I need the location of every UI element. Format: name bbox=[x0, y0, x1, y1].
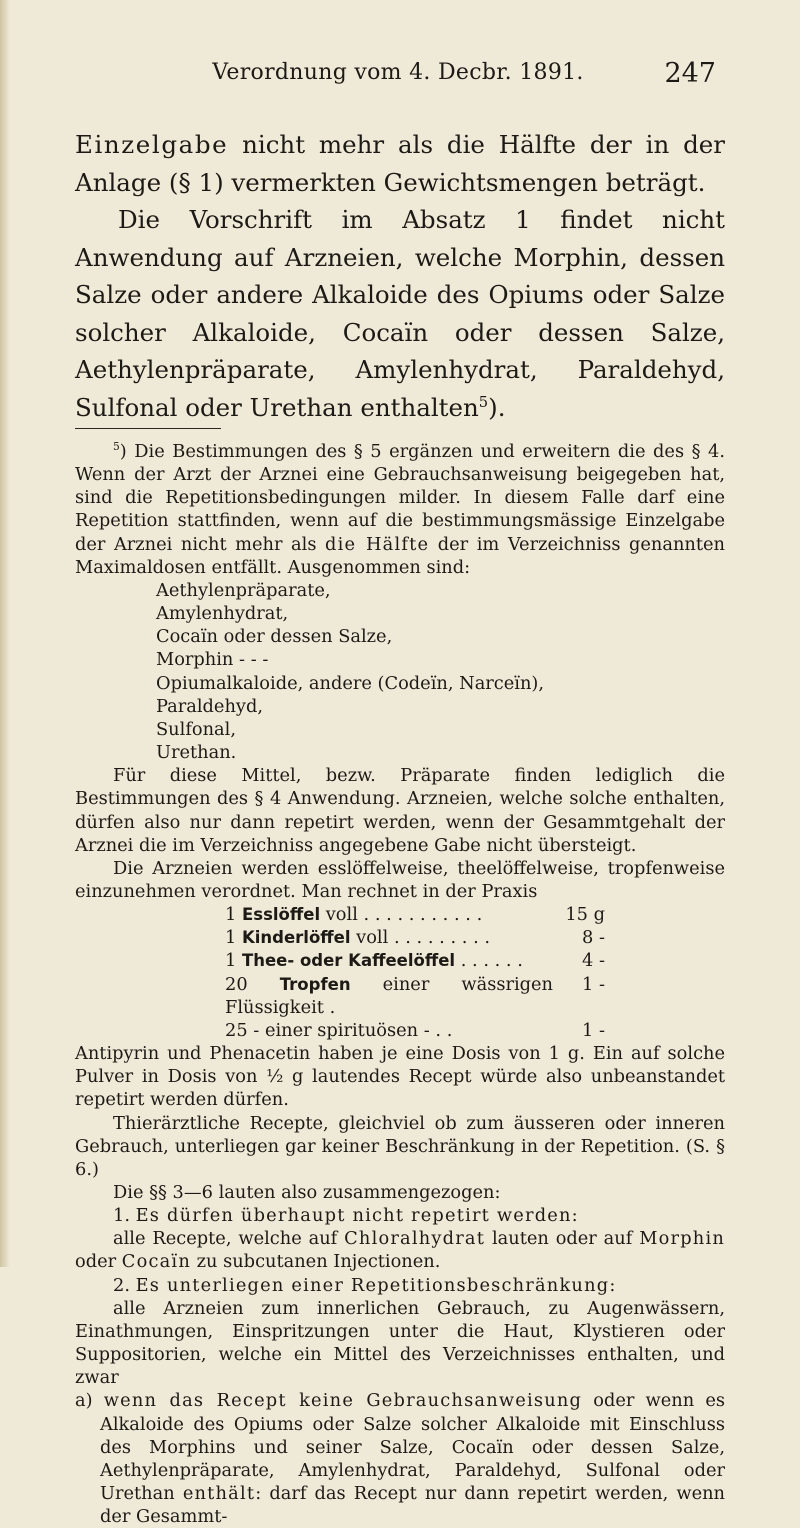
spaced-term: Cocaïn bbox=[121, 1251, 191, 1273]
rule-1-heading bbox=[75, 1204, 725, 1227]
measure-rest: einer wässrigen Flüssigkeit . bbox=[225, 973, 553, 1018]
measure-row bbox=[225, 903, 605, 926]
list-item: Morphin - - - bbox=[156, 649, 269, 671]
rule-number: 1. bbox=[113, 1205, 130, 1227]
paragraph-1-text: nicht mehr als die Hälfte der in der Anlage (§ 1) vermerkten Gewichtsmengen beträgt. bbox=[75, 130, 725, 197]
rule-text: zu subcutanen Injectionen. bbox=[190, 1251, 441, 1273]
page-edge bbox=[0, 0, 10, 1267]
rule-letter: a) bbox=[75, 1390, 93, 1412]
rule-text: oder wenn es Alkaloide des Opiums oder Salze solcher Alkaloide mit Einschluss des Morphins und seiner Salze, Cocaïn oder dessen Salze, Aethylenpräparate, Amylenhydrat, Paraldehyd, Sulfonal oder Urethan bbox=[100, 1390, 725, 1505]
measure-value: 4 - bbox=[582, 950, 605, 972]
measure-unit: Thee- oder Kaffeelöffel bbox=[241, 951, 456, 971]
running-head: Verordnung vom 4. Decbr. 1891. bbox=[212, 60, 584, 85]
measure-count: 1 bbox=[225, 904, 237, 926]
spaced-term: die Hälfte bbox=[325, 533, 430, 555]
measure-count: 20 bbox=[225, 973, 248, 995]
footnote-rule bbox=[75, 428, 221, 429]
list-item: Urethan. bbox=[156, 742, 237, 764]
paragraph-mittel: Für diese Mittel, bezw. Präparate finden lediglich die Bestimmungen des § 4 Anwendung. Arzneien, welche solche enthalten, dürfen also nur dann repetirt werden, wenn der Gesammtgehalt der Arznei die im Verzeichniss angegebene Gabe nicht übersteigt. bbox=[75, 765, 725, 856]
list-item: Paraldehyd, bbox=[156, 695, 263, 717]
rule-heading-text: Es dürfen überhaupt nicht repetirt werden: bbox=[135, 1205, 579, 1227]
measures-table bbox=[75, 903, 725, 1042]
page-header bbox=[78, 56, 718, 102]
spaced-term: wenn das Recept keine Gebrauchsanweisung bbox=[103, 1390, 583, 1412]
rule-text: : darf das Recept nur dann repetirt werden, wenn der Gesammt- bbox=[100, 1483, 726, 1528]
measure-row bbox=[225, 1019, 605, 1042]
measure-row bbox=[225, 973, 605, 1019]
main-text bbox=[75, 126, 725, 426]
paragraph-antipyrin: Antipyrin und Phenacetin haben je eine Dosis von 1 g. Ein auf solche Pulver in Dosis von ½ g lautendes Recept würde also unbeanstandet repetirt werden dürfen. bbox=[75, 1043, 725, 1111]
excepted-list bbox=[156, 579, 725, 764]
measure-rest: voll . . . . . . . . . . . bbox=[320, 904, 483, 926]
rule-text: lauten oder auf bbox=[485, 1228, 640, 1250]
footnote-marker: 5 bbox=[113, 440, 120, 454]
measure-unit: Tropfen bbox=[279, 974, 351, 994]
list-item: Aethylenpräparate, bbox=[156, 579, 331, 601]
list-item: Amylenhydrat, bbox=[156, 603, 289, 625]
footnote bbox=[75, 440, 725, 1528]
measure-rest: . . . . . . bbox=[455, 950, 523, 972]
list-item: Sulfonal, bbox=[156, 718, 236, 740]
rule-text: oder bbox=[75, 1251, 122, 1273]
measure-count: 25 bbox=[225, 1019, 248, 1041]
measure-count: 1 bbox=[225, 927, 237, 949]
spaced-term: enthält bbox=[182, 1483, 256, 1505]
list-item: Opiumalkaloide, andere (Codeïn, Narceïn), bbox=[156, 672, 545, 694]
rule-heading-text: Es unterliegen einer Repetitionsbeschränkung: bbox=[135, 1274, 617, 1296]
rule-2-text: alle Arzneien zum innerlichen Gebrauch, zu Augenwässern, Einathmungen, Einspritzungen unter die Haut, Klystieren oder Suppositorien, welche ein Mittel des Verzeichnisses enthalten, und zwar bbox=[75, 1297, 725, 1389]
measure-unit: Esslöffel bbox=[241, 905, 321, 925]
footnote-intro bbox=[75, 440, 725, 579]
measure-row bbox=[225, 949, 605, 972]
rule-2a bbox=[75, 1389, 725, 1528]
measure-count: 1 bbox=[225, 950, 237, 972]
measure-rest: voll . . . . . . . . . bbox=[350, 927, 491, 949]
measure-value: 1 - bbox=[582, 973, 605, 995]
paragraph-2-end: ). bbox=[488, 392, 506, 422]
spaced-term: Morphin bbox=[639, 1228, 725, 1250]
spaced-term: Chloralhydrat bbox=[344, 1228, 486, 1250]
footnote-intro-text-2: der im Verzeichniss genannten Maximaldosen entfällt. Ausgenommen sind: bbox=[75, 533, 725, 578]
measure-value: 1 - bbox=[582, 1019, 605, 1041]
measure-unit: Kinderlöffel bbox=[241, 928, 351, 948]
rule-2-heading bbox=[75, 1274, 725, 1297]
footnote-intro-text: ) Die Bestimmungen des § 5 ergänzen und erweitern die des § 4. Wenn der Arzt der Arznei eine Gebrauchsanweisung beigegeben hat, sind die Repetitionsbedingungen milder. In diesem Falle darf eine Repetition stattfinden, wenn auf die bestimmungsmässige Einzelgabe der Arznei nicht mehr als bbox=[75, 441, 725, 555]
paragraph-summary: Die §§ 3—6 lauten also zusammengezogen: bbox=[113, 1182, 501, 1203]
footnote-ref: 5 bbox=[478, 393, 489, 411]
measure-rest: - einer spirituösen - . . bbox=[247, 1019, 453, 1041]
paragraph-2-text: Die Vorschrift im Absatz 1 findet nicht Anwendung auf Arzneien, welche Morphin, dessen Salze oder andere Alkaloide des Opiums oder Salze solcher Alkaloide, Cocaïn oder dessen Salze, Aethylenpräparate, Amylenhydrat, Paraldehyd, Sulfonal oder Urethan enthalten bbox=[75, 205, 725, 422]
list-item: Cocaïn oder dessen Salze, bbox=[156, 626, 393, 648]
measure-value: 8 - bbox=[582, 927, 605, 949]
rule-text: alle Recepte, welche auf bbox=[113, 1228, 345, 1250]
measure-value: 15 g bbox=[565, 904, 605, 926]
measure-row bbox=[225, 926, 605, 949]
paragraph-1 bbox=[75, 126, 725, 201]
spaced-term: Einzelgabe bbox=[75, 130, 229, 159]
paragraph-2 bbox=[75, 201, 725, 426]
paragraph-thieraerztlich: Thierärztliche Recepte, gleichviel ob zum äusseren oder inneren Gebrauch, unterliegen gar keiner Beschränkung in der Repetition. (S. § 6.) bbox=[75, 1112, 725, 1180]
rule-number: 2. bbox=[113, 1274, 130, 1296]
paragraph-praxis: Die Arzneien werden esslöffelweise, theelöffelweise, tropfenweise einzunehmen verordnet. Man rechnet in der Praxis bbox=[75, 857, 725, 902]
page-number: 247 bbox=[664, 58, 716, 89]
